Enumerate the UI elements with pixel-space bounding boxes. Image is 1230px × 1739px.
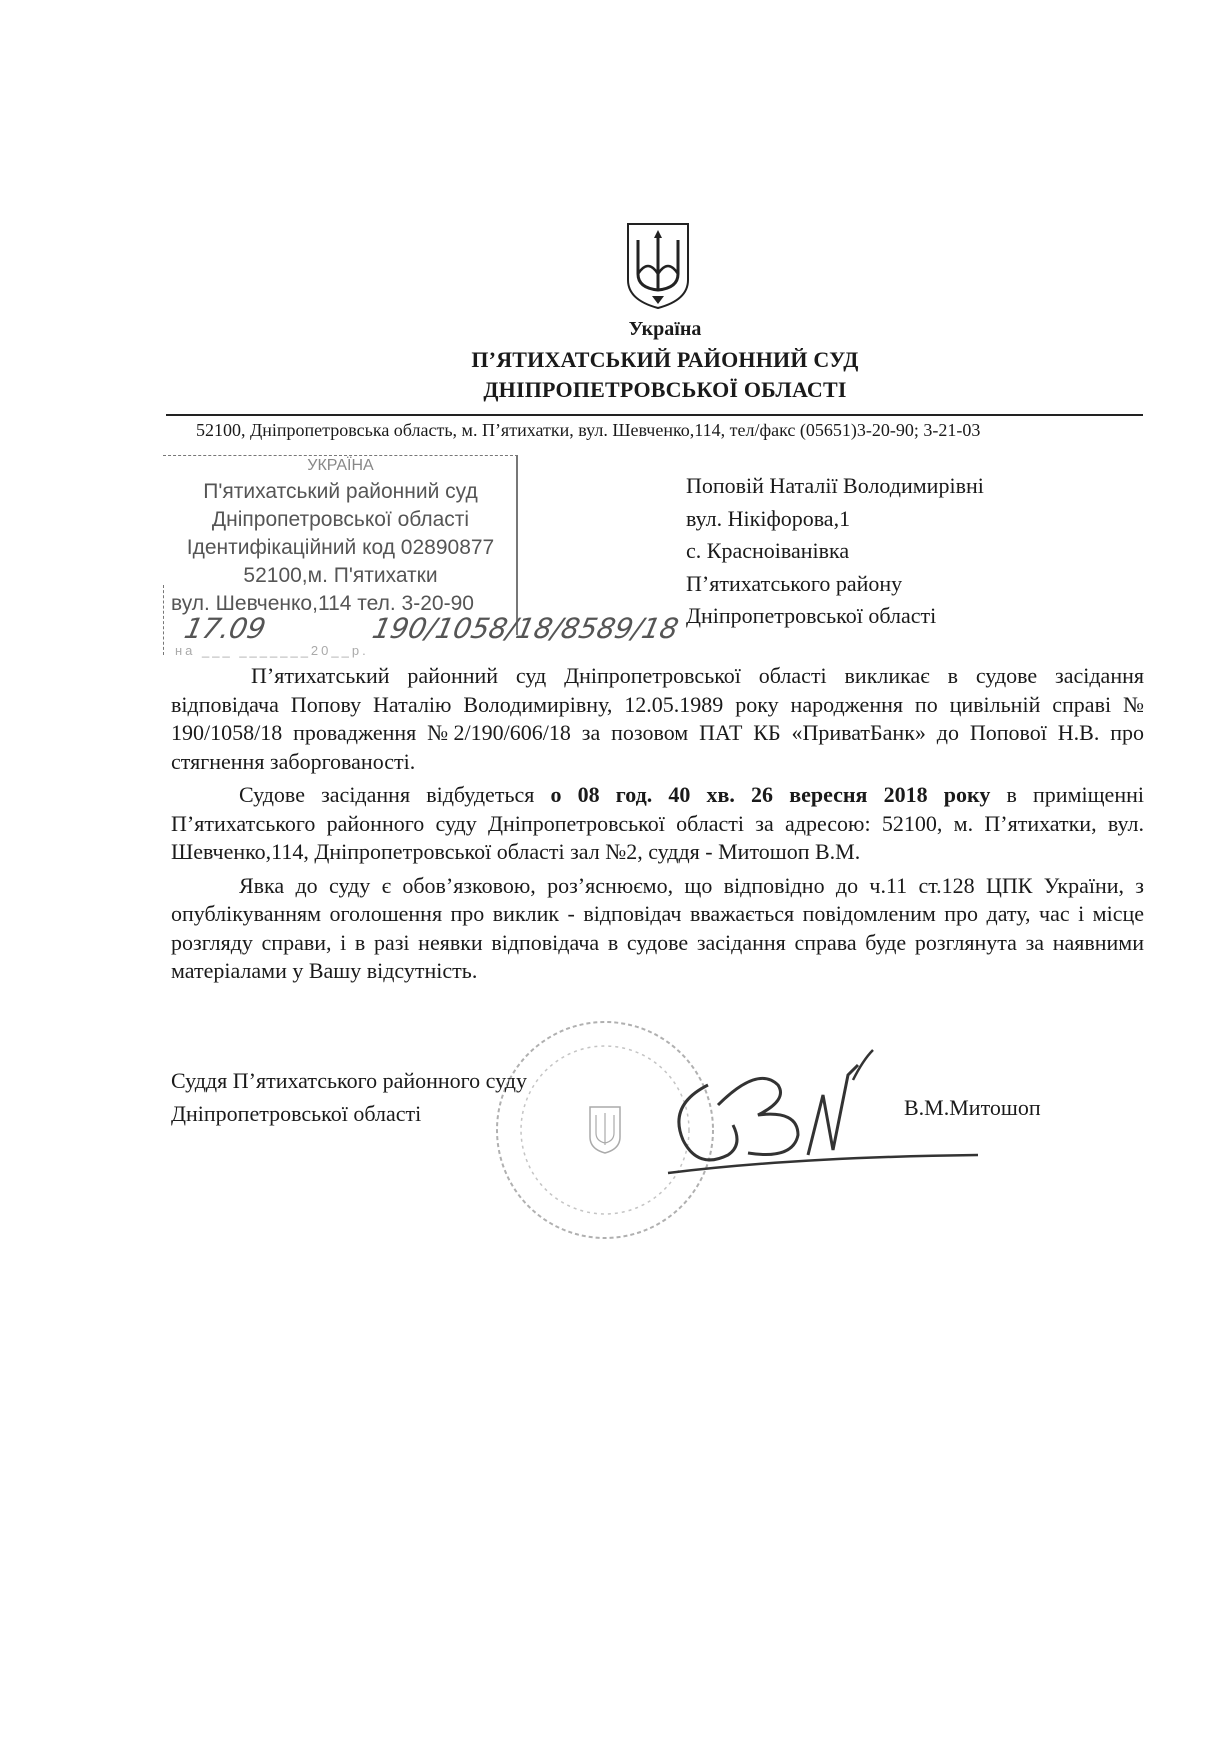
stamp-region: Дніпропетровської області — [211, 508, 470, 531]
stamp-country: УКРАЇНА — [307, 457, 374, 474]
recipient-district: П’ятихатського району — [686, 570, 903, 596]
recipient-street: вул. Нікіфорова,1 — [686, 505, 851, 531]
stamp-date-line: на ___ _______20__р. — [175, 643, 369, 658]
stamp-border-top — [163, 455, 518, 456]
summons-paragraph-3: Явка до суду є обов’язковою, роз’яснюємо, що відповідно до ч.11 ст.128 ЦПК України, з опублікуванням оголошення про виклик - відповідач вважається повідомленим про дату, час і місце розгляду справи, і в разі неявки відповідача в судове засідання справа буде розглянута за наявними матеріалами у Вашу відсутність. — [171, 872, 1144, 983]
summons-paragraph-2 — [171, 781, 1144, 867]
registration-stamp — [163, 455, 682, 663]
header-court-region: ДНІПРОПЕТРОВСЬКОЇ ОБЛАСТІ — [483, 377, 847, 402]
summons-body — [171, 662, 1144, 986]
header-address: 52100, Дніпропетровська область, м. П’ятихатки, вул. Шевченко,114, тел/факс (05651)3-20-90; 3-21-03 — [196, 420, 981, 440]
header-divider — [166, 414, 1143, 416]
stamp-street-phone: вул. Шевченко,114 тел. 3-20-90 — [171, 592, 474, 615]
judge-title — [171, 1064, 527, 1130]
header-country: Україна — [628, 318, 702, 340]
hearing-intro: Судове засідання відбудеться — [239, 782, 551, 807]
recipient-village: с. Красноіванівка — [686, 538, 850, 563]
judge-title-line-2: Дніпропетровської області — [171, 1101, 422, 1126]
recipient-name: Поповій Наталії Володимирівні — [686, 473, 984, 498]
hearing-location: в приміщенні П’ятихатського районного суду Дніпропетровської області за адресою: 52100, м. П’ятихатки, вул. Шевченко,114, Дніпропетровської області зал №2, суддя - Митошоп В.М. — [171, 782, 1144, 864]
stamp-handwritten-entry — [181, 612, 681, 645]
judge-name: В.М.Митошоп — [904, 1095, 1041, 1120]
stamp-border-left — [163, 585, 164, 655]
stamp-handwritten-number: 190/1058/18/8589/18 — [369, 612, 682, 645]
stamp-court: П'ятихатський районний суд — [203, 480, 478, 503]
header-court-name: П’ЯТИХАТСЬКИЙ РАЙОННИЙ СУД — [471, 347, 859, 372]
summons-paragraph-1: П’ятихатський районний суд Дніпропетровської області викликає в судове засідання відповідача Попову Наталію Володимирівну, 12.05.1989 року народження по цивільній справі № 190/1058/18 провадження №2/190/606/18 за позовом ПАТ КБ «ПриватБанк» до Попової Н.В. про стягнення заборгованості. — [171, 663, 1144, 774]
hearing-datetime: о 08 год. 40 хв. 26 вересня 2018 року — [550, 782, 991, 807]
stamp-city: 52100,м. П'ятихатки — [243, 564, 438, 587]
judge-title-line-1: Суддя П’ятихатського районного суду — [171, 1068, 527, 1093]
stamp-id-code: Ідентифікаційний код 02890877 — [186, 536, 495, 559]
trident-emblem-icon — [622, 218, 694, 312]
stamp-handwritten-date: 17.09 — [181, 612, 269, 645]
recipient-region: Дніпропетровської області — [686, 603, 937, 628]
recipient-address — [686, 470, 984, 633]
